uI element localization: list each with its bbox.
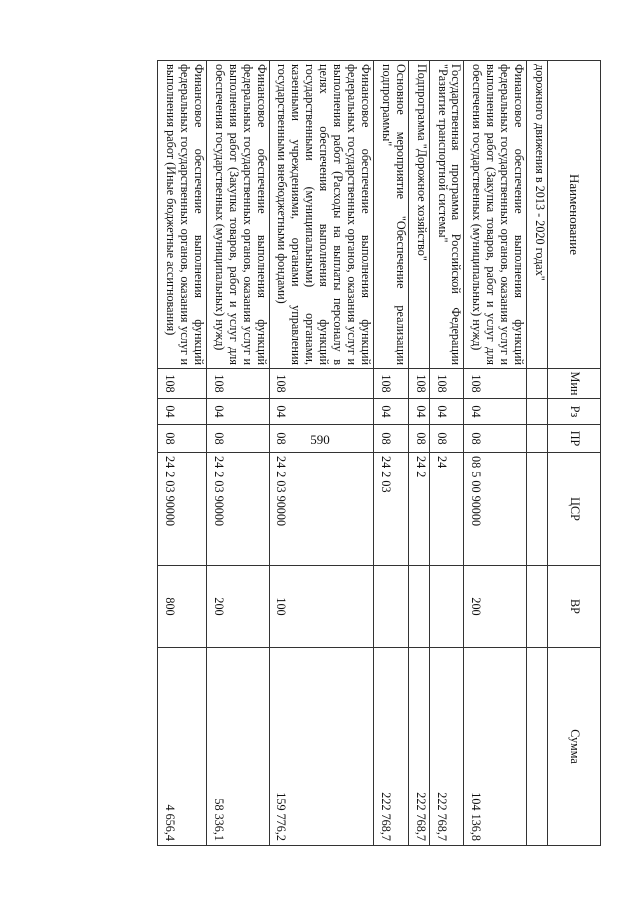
row-csr: 24 2 bbox=[408, 453, 429, 566]
row-rz: 04 bbox=[206, 399, 269, 425]
row-csr: 24 2 03 bbox=[373, 453, 408, 566]
table-row bbox=[408, 61, 429, 846]
row-min: 108 bbox=[464, 369, 527, 399]
row-sum: 222 768,7 bbox=[408, 648, 429, 846]
header-min: Мин bbox=[548, 369, 601, 399]
header-vr: ВР bbox=[548, 566, 601, 648]
row-min: 108 bbox=[429, 369, 464, 399]
row-csr: 08 5 00 90000 bbox=[464, 453, 527, 566]
row-sum: 104 136,8 bbox=[464, 648, 527, 846]
table-row bbox=[429, 61, 464, 846]
row-vr bbox=[527, 566, 548, 648]
row-pr bbox=[527, 425, 548, 453]
row-pr: 08 bbox=[429, 425, 464, 453]
row-name: Финансовое обеспечение выполнения функций федеральных государственных органов, оказания услуг и выполнения работ (Расходы на выплаты персоналу в целях обеспечения выполнения функций государственными (муниципальными) органами, казенными учреждениями, органами управления государственными внебюджетными фондами) bbox=[269, 61, 373, 369]
row-csr bbox=[527, 453, 548, 566]
rotated-page-content bbox=[71, 60, 601, 845]
row-vr bbox=[429, 566, 464, 648]
row-name: Финансовое обеспечение выполнения функций федеральных государственных органов, оказания услуг и выполнения работ (Иные бюджетные ассигнования) bbox=[158, 61, 207, 369]
row-vr: 200 bbox=[464, 566, 527, 648]
table-header-row bbox=[548, 61, 601, 846]
row-vr: 200 bbox=[206, 566, 269, 648]
row-pr: 08 bbox=[373, 425, 408, 453]
row-min: 108 bbox=[373, 369, 408, 399]
row-pr: 08 bbox=[269, 425, 373, 453]
row-vr bbox=[408, 566, 429, 648]
row-rz: 04 bbox=[269, 399, 373, 425]
row-rz: 04 bbox=[429, 399, 464, 425]
table-row bbox=[269, 61, 373, 846]
row-pr: 08 bbox=[158, 425, 207, 453]
row-min: 108 bbox=[269, 369, 373, 399]
row-vr: 100 bbox=[269, 566, 373, 648]
row-sum: 222 768,7 bbox=[373, 648, 408, 846]
page-number: 590 bbox=[310, 432, 330, 447]
row-name: Государственная программа Российской Федерации "Развитие транспортной системы" bbox=[429, 61, 464, 369]
row-rz: 04 bbox=[373, 399, 408, 425]
row-min: 108 bbox=[206, 369, 269, 399]
row-rz bbox=[527, 399, 548, 425]
header-name: Наименование bbox=[548, 61, 601, 369]
row-vr: 800 bbox=[158, 566, 207, 648]
row-rz: 04 bbox=[158, 399, 207, 425]
row-name: Финансовое обеспечение выполнения функций федеральных государственных органов, оказания услуг и выполнения работ (Закупка товаров, работ и услуг для обеспечения государственных (муниципальных) нужд) bbox=[464, 61, 527, 369]
table-row bbox=[527, 61, 548, 846]
row-pr: 08 bbox=[464, 425, 527, 453]
row-min: 108 bbox=[158, 369, 207, 399]
row-csr: 24 2 03 90000 bbox=[269, 453, 373, 566]
row-rz: 04 bbox=[408, 399, 429, 425]
row-name: Финансовое обеспечение выполнения функций федеральных государственных органов, оказания услуг и выполнения работ (Закупка товаров, работ и услуг для обеспечения государственных (муниципальных) нужд) bbox=[206, 61, 269, 369]
row-min bbox=[527, 369, 548, 399]
row-vr bbox=[373, 566, 408, 648]
row-sum: 159 776,2 bbox=[269, 648, 373, 846]
row-name: Основное мероприятие "Обеспечение реализации подпрограммы" bbox=[373, 61, 408, 369]
header-csr: ЦСР bbox=[548, 453, 601, 566]
row-rz: 04 bbox=[464, 399, 527, 425]
header-sum: Сумма bbox=[548, 648, 601, 846]
row-min: 108 bbox=[408, 369, 429, 399]
row-name: дорожного движения в 2013 - 2020 годах" bbox=[527, 61, 548, 369]
budget-table bbox=[157, 60, 601, 846]
header-pr: ПР bbox=[548, 425, 601, 453]
row-pr: 08 bbox=[408, 425, 429, 453]
row-csr: 24 bbox=[429, 453, 464, 566]
row-sum bbox=[527, 648, 548, 846]
table-row bbox=[373, 61, 408, 846]
row-sum: 58 336,1 bbox=[206, 648, 269, 846]
header-rz: Рз bbox=[548, 399, 601, 425]
table-row bbox=[206, 61, 269, 846]
row-name: Подпрограмма "Дорожное хозяйство" bbox=[408, 61, 429, 369]
row-sum: 4 656,4 bbox=[158, 648, 207, 846]
row-csr: 24 2 03 90000 bbox=[158, 453, 207, 566]
row-csr: 24 2 03 90000 bbox=[206, 453, 269, 566]
row-sum: 222 768,7 bbox=[429, 648, 464, 846]
row-pr: 08 bbox=[206, 425, 269, 453]
table-row bbox=[158, 61, 207, 846]
table-row bbox=[464, 61, 527, 846]
